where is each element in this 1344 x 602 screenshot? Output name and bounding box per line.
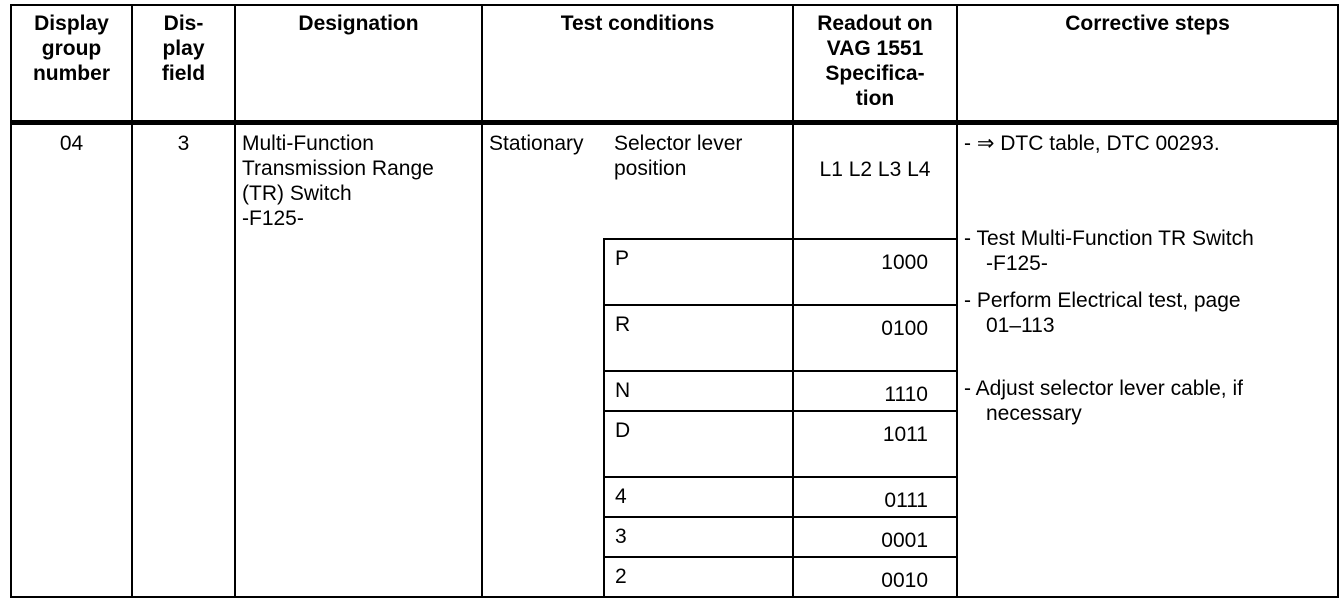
position-cell: 3	[604, 517, 793, 557]
corrective-step: - ⇒ DTC table, DTC 00293.	[964, 131, 1220, 155]
readout-lamp-header: L1 L2 L3 L4	[793, 122, 957, 239]
header-corrective-steps: Corrective steps	[957, 5, 1338, 122]
header-readout: Readout on VAG 1551 Specifica- tion	[793, 5, 957, 122]
readout-cell: 1000	[793, 239, 957, 305]
readout-cell: 0001	[793, 517, 957, 557]
designation-cell: Multi-Function Transmission Range (TR) Switch -F125-	[235, 122, 482, 597]
position-cell: D	[604, 411, 793, 477]
readout-cell: 1110	[793, 371, 957, 411]
display-field-cell: 3	[132, 122, 235, 597]
position-cell: 4	[604, 477, 793, 517]
readout-cell: 1011	[793, 411, 957, 477]
readout-cell: 0111	[793, 477, 957, 517]
corrective-step: - Perform Electrical test, page 01–113	[964, 288, 1241, 337]
position-cell: P	[604, 239, 793, 305]
procedure-table	[10, 4, 1339, 598]
corrective-steps-cell	[957, 122, 1338, 597]
test-state-cell: Stationary	[482, 122, 604, 597]
corrective-step: - Adjust selector lever cable, if necessary	[964, 376, 1243, 425]
header-test-conditions: Test conditions	[482, 5, 793, 122]
selector-position-cell: Selector lever position	[604, 122, 793, 239]
position-cell: R	[604, 305, 793, 371]
corrective-step: - Test Multi-Function TR Switch -F125-	[964, 226, 1254, 275]
readout-cell: 0010	[793, 557, 957, 597]
header-display-field: Dis- play field	[132, 5, 235, 122]
header-display-group: Display group number	[11, 5, 132, 122]
header-row	[11, 5, 1338, 122]
display-group-cell: 04	[11, 122, 132, 597]
position-cell: 2	[604, 557, 793, 597]
readout-cell: 0100	[793, 305, 957, 371]
position-cell: N	[604, 371, 793, 411]
table-row	[11, 122, 1338, 239]
header-designation: Designation	[235, 5, 482, 122]
